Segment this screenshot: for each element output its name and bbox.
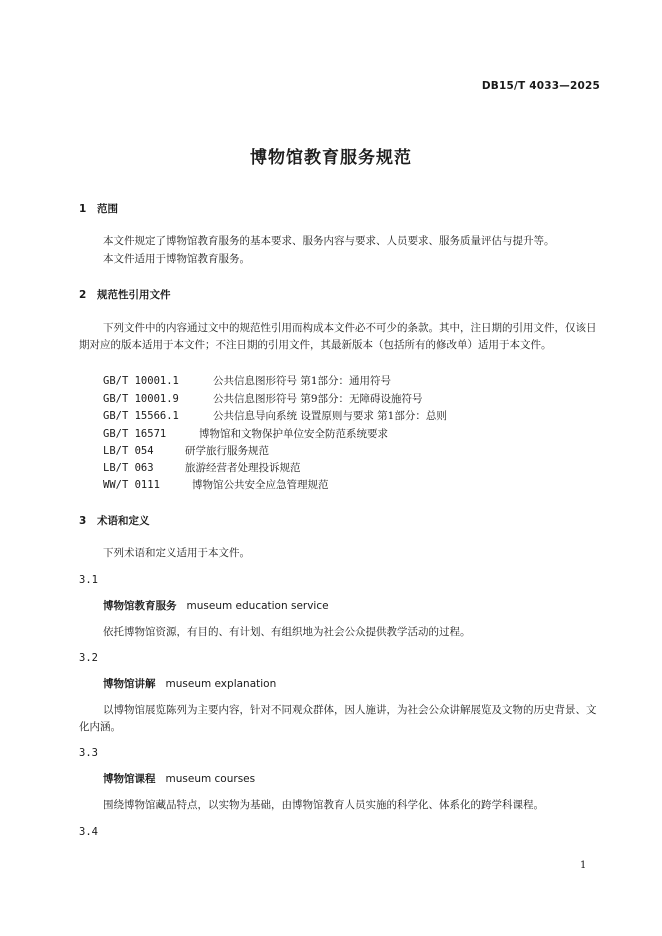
reference-code: GB/T 15566.1 <box>103 410 179 422</box>
reference-item <box>103 460 301 475</box>
term-number: 3.4 <box>79 826 98 838</box>
reference-item <box>103 408 447 423</box>
reference-code: LB/T 063 <box>103 462 154 474</box>
reference-code: GB/T 16571 <box>103 428 167 440</box>
section-heading-2 <box>79 287 171 302</box>
reference-item <box>103 477 329 492</box>
section-number: 3 <box>79 515 87 527</box>
reference-item <box>103 443 269 458</box>
reference-code: LB/T 054 <box>103 445 154 457</box>
term-chinese: 博物馆教育服务 <box>103 600 177 612</box>
reference-title: 研学旅行服务规范 <box>185 445 269 457</box>
term-chinese: 博物馆课程 <box>103 773 156 785</box>
section-title: 术语和定义 <box>97 515 150 527</box>
document-title: 博物馆教育服务规范 <box>250 148 412 168</box>
term-definition: 以博物馆展览陈列为主要内容，针对不同观众群体，因人施讲，为社会公众讲解展览及文物的历史背景、文化内涵。 <box>79 704 597 733</box>
section-number: 1 <box>79 203 87 215</box>
reference-title: 博物馆和文物保护单位安全防范系统要求 <box>199 428 388 440</box>
paragraph: 本文件适用于博物馆教育服务。 <box>103 253 250 265</box>
standard-number: DB15/T 4033—2025 <box>481 80 600 92</box>
reference-code: GB/T 10001.1 <box>103 375 179 387</box>
reference-code: WW/T 0111 <box>103 479 160 491</box>
section-number: 2 <box>79 289 87 301</box>
section-title: 范围 <box>97 203 118 215</box>
term-entry <box>103 771 255 786</box>
paragraph: 下列术语和定义适用于本文件。 <box>103 547 250 559</box>
reference-item <box>103 426 388 441</box>
reference-item <box>103 391 423 406</box>
term-chinese: 博物馆讲解 <box>103 678 156 690</box>
term-definition: 依托博物馆资源，有目的、有计划、有组织地为社会公众提供教学活动的过程。 <box>103 626 471 638</box>
section-heading-3 <box>79 513 150 528</box>
paragraph: 下列文件中的内容通过文中的规范性引用而构成本文件必不可少的条款。其中，注日期的引用文件，仅该日期对应的版本适用于本文件；不注日期的引用文件，其最新版本（包括所有的修改单）适用于本文件。 <box>79 322 597 351</box>
term-entry <box>103 676 276 691</box>
reference-title: 公共信息图形符号 第9部分：无障碍设施符号 <box>213 393 423 405</box>
reference-title: 公共信息导向系统 设置原则与要求 第1部分：总则 <box>213 410 447 422</box>
term-english: museum courses <box>165 773 256 785</box>
term-english: museum education service <box>186 600 329 612</box>
reference-item <box>103 373 391 388</box>
reference-code: GB/T 10001.9 <box>103 393 179 405</box>
term-definition: 围绕博物馆藏品特点，以实物为基础，由博物馆教育人员实施的科学化、体系化的跨学科课程。 <box>103 799 544 811</box>
term-english: museum explanation <box>165 678 277 690</box>
term-number: 3.1 <box>79 574 98 586</box>
section-title: 规范性引用文件 <box>97 289 171 301</box>
term-number: 3.2 <box>79 652 98 664</box>
reference-title: 公共信息图形符号 第1部分：通用符号 <box>213 375 392 387</box>
reference-title: 博物馆公共安全应急管理规范 <box>192 479 329 491</box>
term-entry <box>103 598 329 613</box>
section-heading-1 <box>79 201 118 216</box>
reference-title: 旅游经营者处理投诉规范 <box>185 462 301 474</box>
page-number: 1 <box>580 860 587 871</box>
term-number: 3.3 <box>79 747 98 759</box>
paragraph: 本文件规定了博物馆教育服务的基本要求、服务内容与要求、人员要求、服务质量评估与提升等。 <box>103 235 555 247</box>
